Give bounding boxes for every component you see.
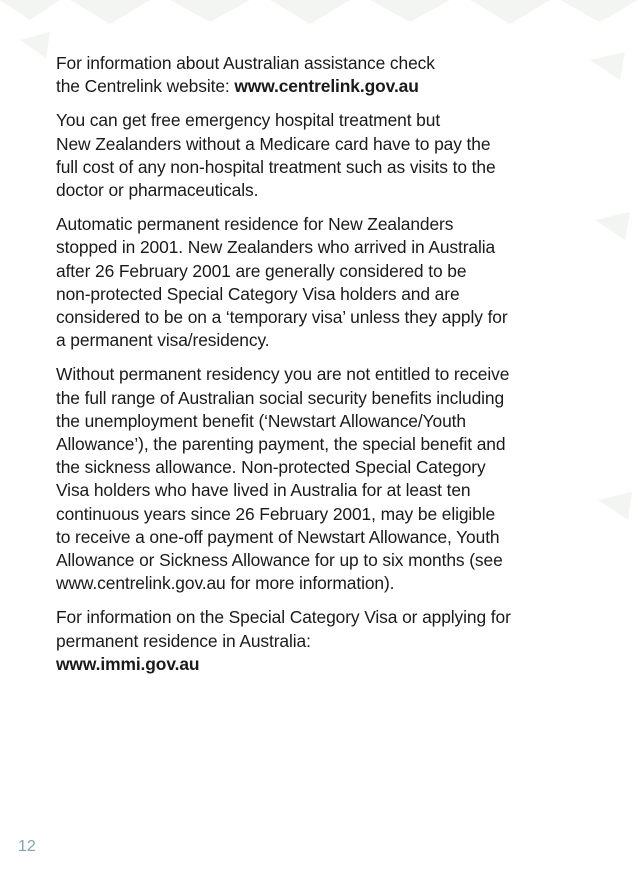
text-line: New Zealanders without a Medicare card have to pay the bbox=[56, 133, 491, 154]
text-line: non-protected Special Category Visa holders and are bbox=[56, 283, 460, 304]
text-line: full cost of any non-hospital treatment such as visits to the bbox=[56, 156, 496, 177]
paragraph-permanent-residence bbox=[56, 213, 596, 352]
text-line: For information about Australian assistance check bbox=[56, 53, 435, 73]
document-body bbox=[56, 52, 596, 687]
text-line-with-link bbox=[56, 75, 596, 98]
text-line: Automatic permanent residence for New Zealanders bbox=[56, 214, 454, 235]
text-line: www.centrelink.gov.au for more information). bbox=[56, 573, 395, 594]
text-line: stopped in 2001. New Zealanders who arrived in Australia bbox=[56, 237, 496, 258]
paragraph-visa-info bbox=[56, 606, 596, 676]
text-segment: the Centrelink website: bbox=[56, 76, 235, 97]
text-line: doctor or pharmaceuticals. bbox=[56, 180, 259, 201]
text-line: a permanent visa/residency. bbox=[56, 330, 270, 351]
text-line: Allowance or Sickness Allowance for up to six months (see bbox=[56, 550, 503, 571]
text-line: after 26 February 2001 are generally considered to be bbox=[56, 260, 467, 281]
text-line: For information on the Special Category Visa or applying for bbox=[56, 607, 511, 628]
text-line: considered to be on a ‘temporary visa’ unless they apply for bbox=[56, 307, 508, 328]
text-line: You can get free emergency hospital treatment but bbox=[56, 110, 441, 131]
text-line: the unemployment benefit (‘Newstart Allowance/Youth bbox=[56, 410, 466, 431]
text-line: Visa holders who have lived in Australia for at least ten bbox=[56, 480, 471, 501]
centrelink-website-link[interactable]: www.centrelink.gov.au bbox=[234, 76, 419, 97]
text-line: the full range of Australian social security benefits including bbox=[56, 387, 505, 408]
text-line: permanent residence in Australia: bbox=[56, 630, 311, 651]
paragraph-hospital-treatment bbox=[56, 109, 596, 202]
page-number: 12 bbox=[18, 838, 36, 855]
paragraph-social-security bbox=[56, 363, 596, 595]
text-line: the sickness allowance. Non-protected Special Category bbox=[56, 457, 486, 478]
text-line: Allowance’), the parenting payment, the special benefit and bbox=[56, 434, 506, 455]
text-line: to receive a one-off payment of Newstart Allowance, Youth bbox=[56, 526, 500, 547]
text-line: continuous years since 26 February 2001, may be eligible bbox=[56, 503, 496, 524]
paragraph-centrelink-info bbox=[56, 52, 596, 98]
immi-website-link[interactable]: www.immi.gov.au bbox=[56, 653, 200, 674]
text-line: Without permanent residency you are not entitled to receive bbox=[56, 364, 510, 385]
